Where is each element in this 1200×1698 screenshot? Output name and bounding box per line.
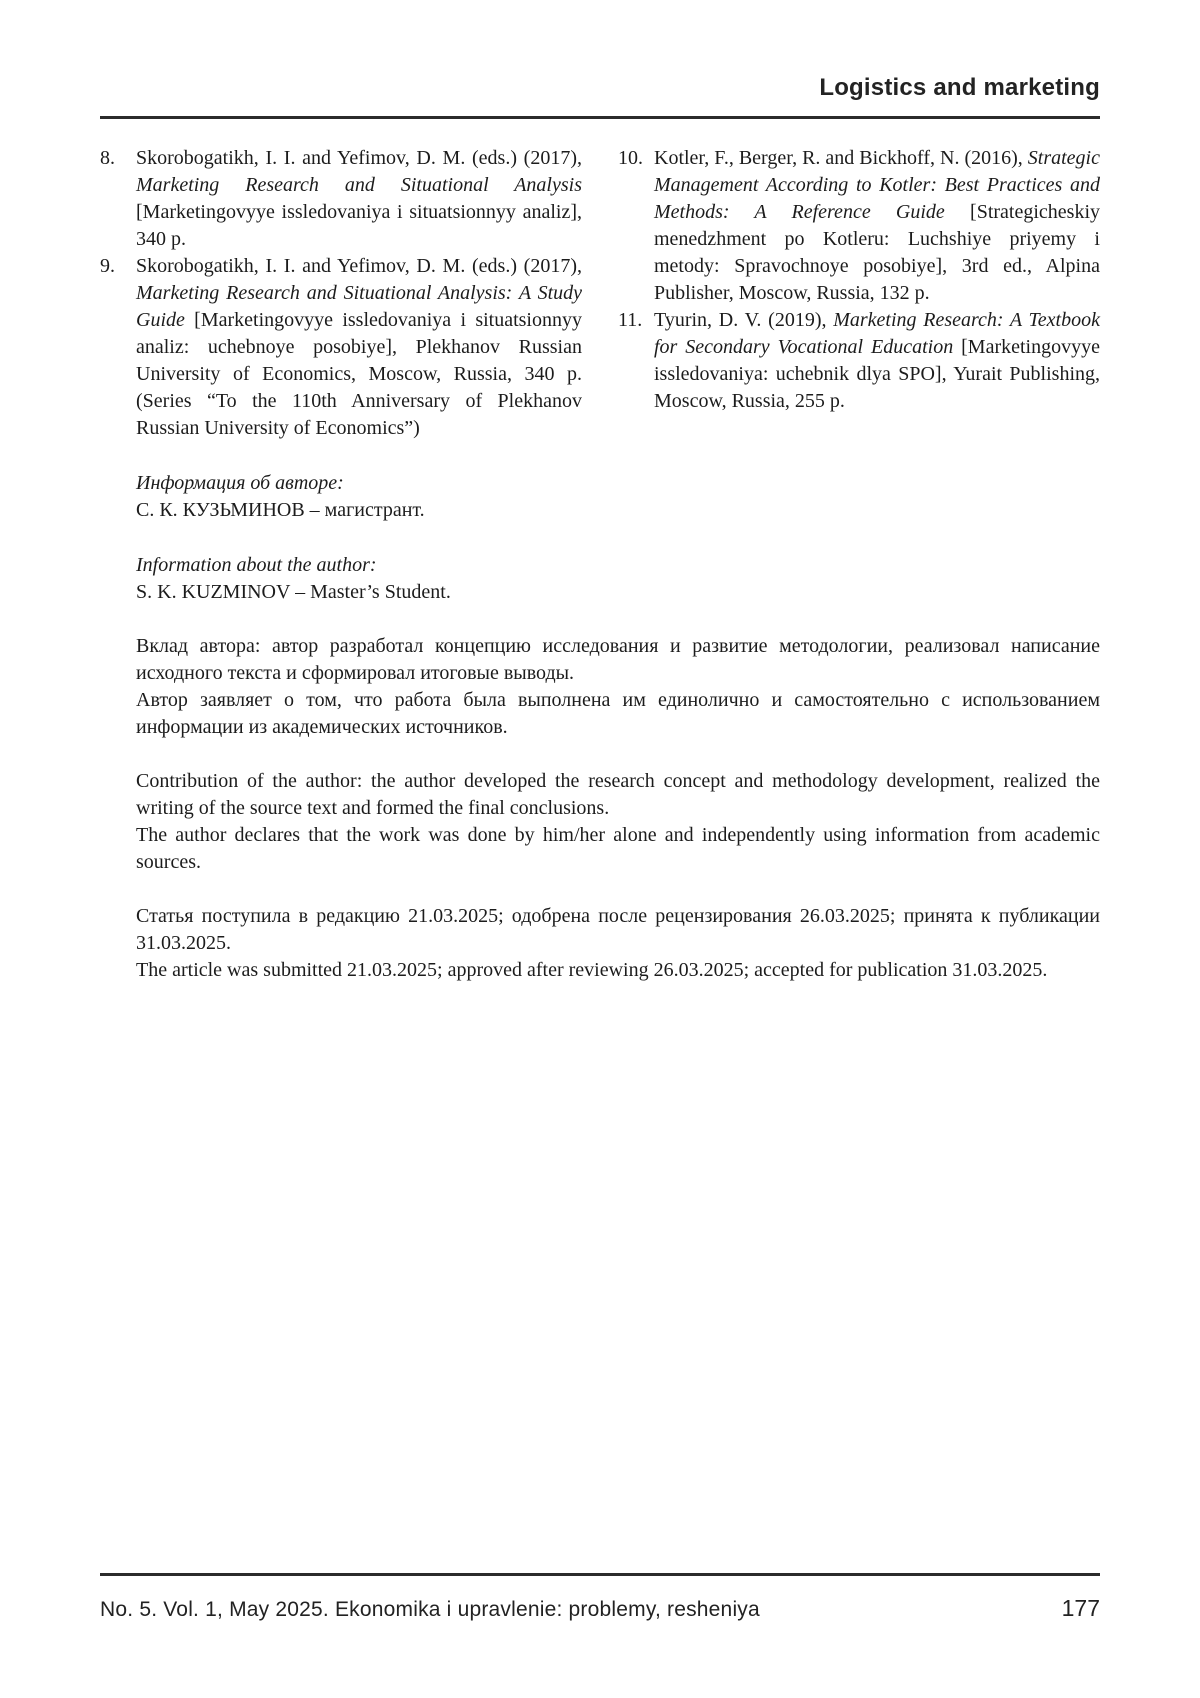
contribution-en bbox=[100, 768, 1100, 876]
reference-text-segment: Tyurin, D. V. (2019), bbox=[654, 309, 834, 331]
running-head bbox=[100, 0, 1100, 119]
references-column-left bbox=[100, 145, 582, 442]
page-content bbox=[100, 0, 1100, 984]
reference-title-italic: Marketing Research: A Textbook for Secondary Vocational Education bbox=[654, 309, 1100, 358]
section-title: Logistics and marketing bbox=[819, 74, 1100, 101]
reference-text-segment: Skorobogatikh, I. I. and Yefimov, D. M. (eds.) (2017), bbox=[136, 255, 582, 277]
reference-text-segment: [Marketingovyye issledovaniya: uchebnik dlya SPO], Yurait Publishing, Moscow, Russia, 255 p. bbox=[654, 336, 1100, 412]
author-info-en-text: S. K. KUZMINOV – Master’s Student. bbox=[136, 581, 451, 603]
reference-item bbox=[100, 253, 582, 442]
contribution-ru-declaration: Автор заявляет о том, что работа была выполнена им единолично и самостоятельно с использованием информации из академических источников. bbox=[136, 689, 1100, 738]
contribution-ru-paragraph: Вклад автора: автор разработал концепцию исследования и развитие методологии, реализовал написание исходного текста и сформировал итоговые выводы. bbox=[136, 635, 1100, 684]
reference-text-segment: [Strategicheskiy menedzhment po Kotleru: Luchshiye priyemy i metody: Spravochnoye posobiye], 3rd ed., Alpina Publisher, Moscow, Russia, 132 p. bbox=[654, 201, 1101, 304]
reference-title-italic: Marketing Research and Situational Analysis bbox=[136, 174, 582, 196]
author-info-en-label: Information about the author: bbox=[136, 554, 377, 576]
author-info-ru-label: Информация об авторе: bbox=[136, 472, 344, 494]
reference-item bbox=[618, 307, 1100, 415]
author-info-en bbox=[100, 552, 1100, 606]
reference-text bbox=[654, 145, 1100, 307]
page-number: 177 bbox=[1061, 1595, 1100, 1621]
references-column-right bbox=[618, 145, 1100, 442]
header-rule bbox=[100, 116, 1100, 119]
reference-item bbox=[100, 145, 582, 253]
journal-issue-line: No. 5. Vol. 1, May 2025. Ekonomika i upravlenie: problemy, resheniya bbox=[100, 1598, 760, 1621]
contribution-ru bbox=[100, 633, 1100, 741]
reference-text bbox=[136, 145, 582, 253]
reference-number: 10. bbox=[618, 147, 643, 169]
reference-title-italic: Marketing Research and Situational Analysis: A Study Guide bbox=[136, 282, 582, 331]
reference-item bbox=[618, 145, 1100, 307]
reference-text-segment: [Marketingovyye issledovaniya i situatsionnyy analiz], 340 p. bbox=[136, 201, 582, 250]
author-info-ru bbox=[100, 470, 1100, 524]
references-list bbox=[100, 145, 1100, 442]
reference-number: 11. bbox=[618, 309, 643, 331]
reference-text-segment: [Marketingovyye issledovaniya i situatsionnyy analiz: uchebnoye posobiye], Plekhanov Russian University of Economics, Moscow, Russia, 340 p. (Series “To the 110th Anniversary of Plekhanov Russian University of Economics”) bbox=[136, 309, 582, 439]
reference-text-segment: Skorobogatikh, I. I. and Yefimov, D. M. (eds.) (2017), bbox=[136, 147, 582, 169]
reference-text-segment: Kotler, F., Berger, R. and Bickhoff, N. (2016), bbox=[654, 147, 1028, 169]
article-dates bbox=[100, 903, 1100, 984]
contribution-en-paragraph: Contribution of the author: the author developed the research concept and methodology development, realized the writing of the source text and formed the final conclusions. bbox=[136, 770, 1100, 819]
contribution-en-declaration: The author declares that the work was done by him/her alone and independently using information from academic sources. bbox=[136, 824, 1100, 873]
reference-text bbox=[654, 307, 1100, 415]
reference-title-italic: Strategic Management According to Kotler: Best Practices and Methods: A Reference Guide bbox=[654, 147, 1100, 223]
article-dates-ru: Статья поступила в редакцию 21.03.2025; одобрена после рецензирования 26.03.2025; принята к публикации 31.03.2025. bbox=[136, 905, 1100, 954]
reference-text bbox=[136, 253, 582, 442]
page-footer bbox=[100, 1573, 1100, 1622]
author-info-ru-text: С. К. КУЗЬМИНОВ – магистрант. bbox=[136, 499, 425, 521]
reference-number: 9. bbox=[100, 255, 115, 277]
article-dates-en: The article was submitted 21.03.2025; approved after reviewing 26.03.2025; accepted for publication 31.03.2025. bbox=[136, 959, 1048, 981]
footer-row bbox=[100, 1595, 1100, 1622]
reference-number: 8. bbox=[100, 147, 115, 169]
